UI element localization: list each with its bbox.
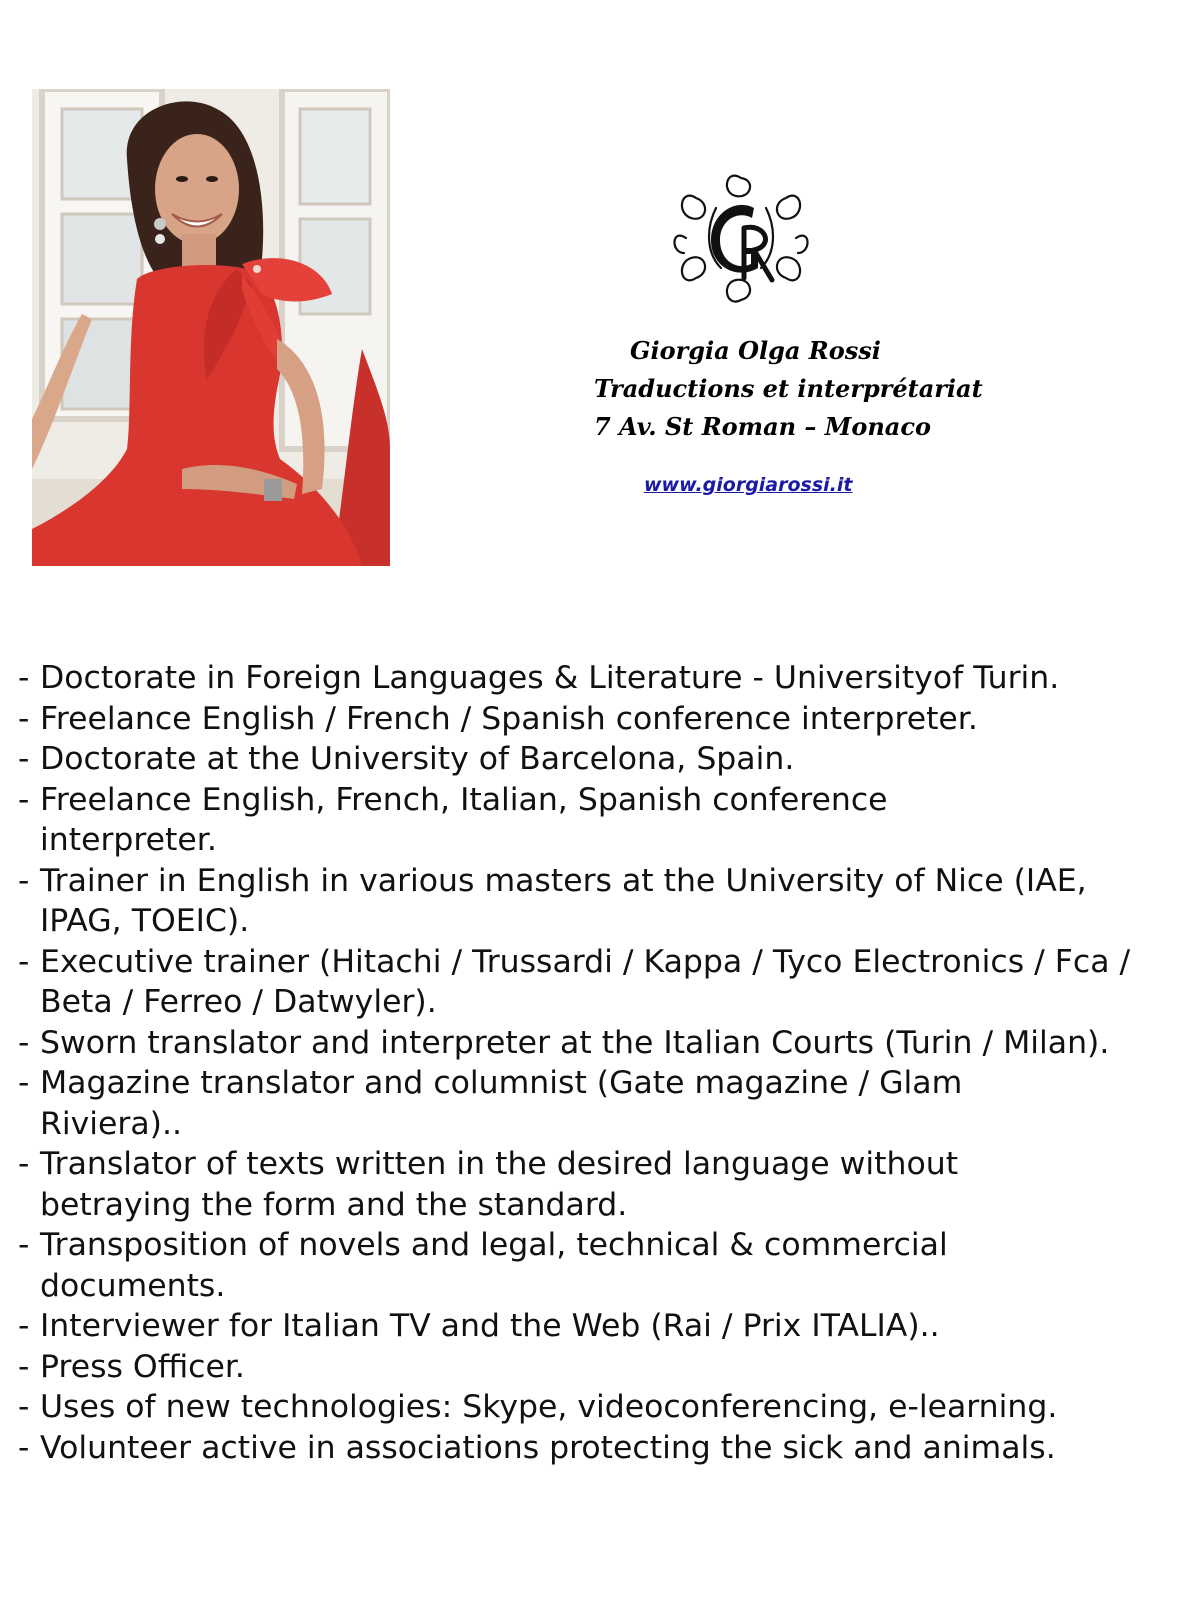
list-item [18, 699, 1193, 740]
bullet-marker: - [18, 1389, 30, 1425]
bullet-marker: - [18, 862, 30, 899]
list-item-text: Transposition of novels and legal, technical & commercial documents. [40, 1227, 948, 1304]
business-card [560, 168, 983, 508]
list-item-text: Uses of new technologies: Skype, videoconferencing, e-learning. [40, 1389, 1058, 1425]
list-item-text: Interviewer for Italian TV and the Web (Rai / Prix ITALIA).. [40, 1308, 940, 1344]
list-item-text: Executive trainer (Hitachi / Trussardi / Kappa / Tyco Electronics / Fca / Beta / Ferreo / Datwyler). [40, 943, 1131, 1020]
list-item-text: Doctorate in Foreign Languages & Literature - Universityof Turin. [40, 660, 1060, 696]
bullet-marker: - [18, 1429, 30, 1466]
list-item-text: Trainer in English in various masters at the University of Nice (IAE, IPAG, TOEIC). [40, 862, 1087, 939]
portrait-illustration [32, 89, 390, 566]
bullet-marker: - [18, 781, 30, 818]
list-item-text: Volunteer active in associations protecting the sick and animals. [40, 1429, 1056, 1466]
list-item [18, 942, 1193, 1023]
bullet-marker: - [18, 1227, 30, 1263]
list-item-text: Sworn translator and interpreter at the Italian Courts (Turin / Milan). [40, 1024, 1110, 1061]
list-item [18, 1063, 1193, 1144]
card-address: 7 Av. St Roman – Monaco [594, 412, 931, 441]
gr-monogram-icon [666, 168, 816, 308]
bullet-marker: - [18, 1308, 30, 1344]
list-item [18, 1023, 1193, 1064]
card-service: Traductions et interprétariat [594, 374, 983, 403]
list-item-text: Translator of texts written in the desired language without betraying the form and the standard. [40, 1146, 959, 1223]
list-item-text: Magazine translator and columnist (Gate magazine / Glam Riviera).. [40, 1065, 963, 1142]
list-item [18, 739, 1193, 780]
list-item [18, 861, 1193, 942]
list-item-text: Freelance English, French, Italian, Spanish conference interpreter. [40, 781, 888, 858]
bullet-marker: - [18, 1348, 30, 1385]
list-item [18, 1428, 1193, 1469]
list-item-text: Press Officer. [40, 1348, 245, 1385]
list-item [18, 1225, 1193, 1306]
list-item [18, 1347, 1193, 1388]
bullet-marker: - [18, 660, 30, 696]
list-item-text: Doctorate at the University of Barcelona, Spain. [40, 741, 795, 777]
list-item [18, 780, 1193, 861]
list-item [18, 1306, 1193, 1347]
list-item [18, 658, 1193, 699]
list-item-text: Freelance English / French / Spanish conference interpreter. [40, 700, 978, 737]
bullet-marker: - [18, 700, 30, 737]
portrait-photo [32, 89, 390, 566]
website-link[interactable]: www.giorgiarossi.it [644, 474, 853, 496]
bullet-marker: - [18, 1065, 30, 1101]
qualifications-list [18, 658, 1193, 1468]
bullet-marker: - [18, 943, 30, 980]
card-name: Giorgia Olga Rossi [630, 336, 881, 365]
bullet-marker: - [18, 741, 30, 777]
list-item [18, 1387, 1193, 1428]
bullet-marker: - [18, 1146, 30, 1182]
list-item [18, 1144, 1193, 1225]
bullet-marker: - [18, 1024, 30, 1061]
